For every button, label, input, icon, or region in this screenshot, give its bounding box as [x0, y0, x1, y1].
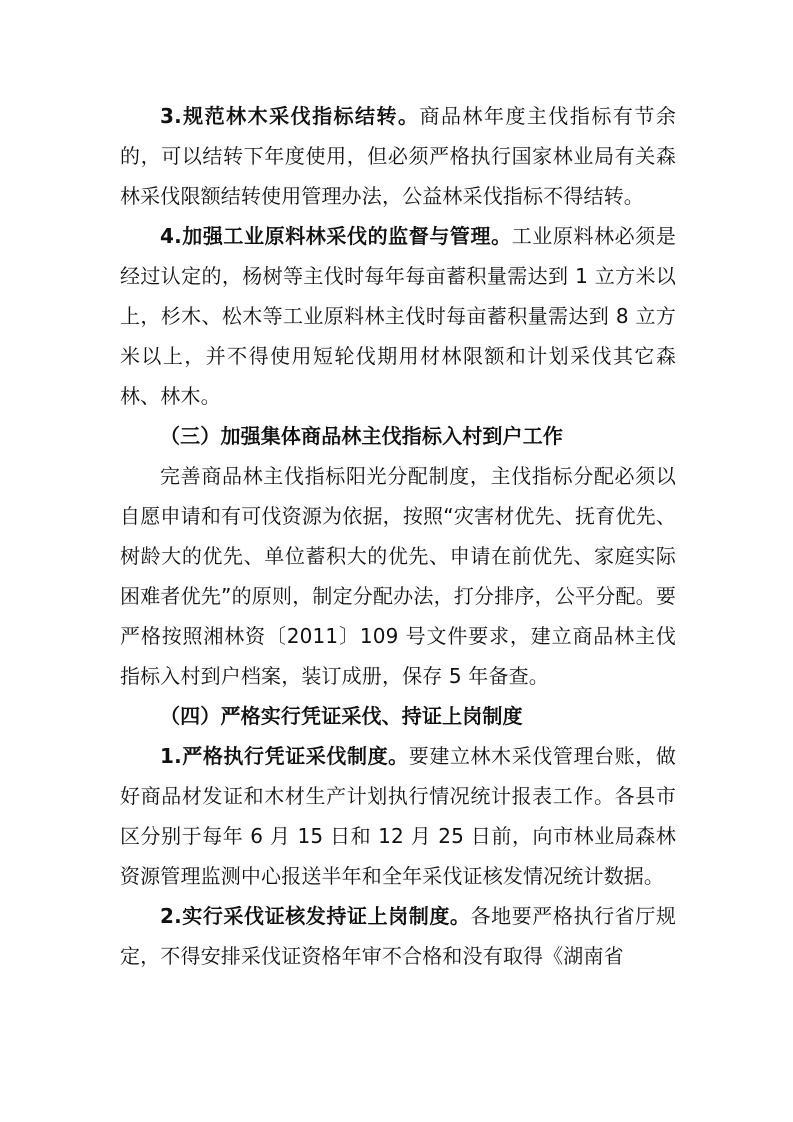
- paragraph-text: 要建立林木采伐管理台账，做好商品材发证和木材生产计划执行情况统计报表工作。各县市区分别于每年 6 月 15 日和 12 月 25 日前，向市林业局森林资源管理监测中心报送半年和全年采伐证核发情况统计数据。: [120, 744, 677, 888]
- paragraph-text: 商品林年度主伐指标有节余的，可以结转下年度使用，但必须严格执行国家林业局有关森林采伐限额结转使用管理办法，公益林采伐指标不得结转。: [120, 104, 676, 208]
- document-body: [120, 96, 676, 976]
- section-3-paragraph: 完善商品林主伐指标阳光分配制度，主伐指标分配必须以自愿申请和有可伐资源为依据，按照“灾害材优先、抚育优先、树龄大的优先、单位蓄积大的优先、申请在前优先、家庭实际困难者优先”的原则，制定分配办法，打分排序，公平分配。要严格按照湘林资〔2011〕109 号文件要求，建立商品林主伐指标入村到户档案，装订成册，保存 5 年备查。: [120, 464, 676, 688]
- paragraph-text: 工业原料林必须是经过认定的，杨树等主伐时每年每亩蓄积量需达到 1 立方米以上，杉木、松木等工业原料林主伐时每亩蓄积量需达到 8 立方米以上，并不得使用短轮伐期用材林限额和计划采伐其它森林、林木。: [120, 224, 677, 408]
- paragraph-text: 各地要严格执行省厅规定，不得安排采伐证资格年审不合格和没有取得《湖南省: [120, 904, 676, 968]
- paragraph-lead: 4.加强工业原料林采伐的监督与管理。: [160, 224, 512, 248]
- paragraph-3-regulate-transfer: [120, 96, 676, 216]
- section-3-heading: （三）加强集体商品林主伐指标入村到户工作: [160, 424, 563, 448]
- paragraph-lead: 1.严格执行凭证采伐制度。: [160, 744, 409, 768]
- paragraph-1-permit-logging: [120, 736, 676, 896]
- paragraph-4-industrial-forest: [120, 216, 676, 416]
- paragraph-2-certified-issuing: [120, 896, 676, 976]
- section-4-heading: （四）严格实行凭证采伐、持证上岗制度: [160, 704, 523, 728]
- paragraph-lead: 2.实行采伐证核发持证上岗制度。: [160, 904, 471, 928]
- paragraph-lead: 3.规范林木采伐指标结转。: [160, 104, 420, 128]
